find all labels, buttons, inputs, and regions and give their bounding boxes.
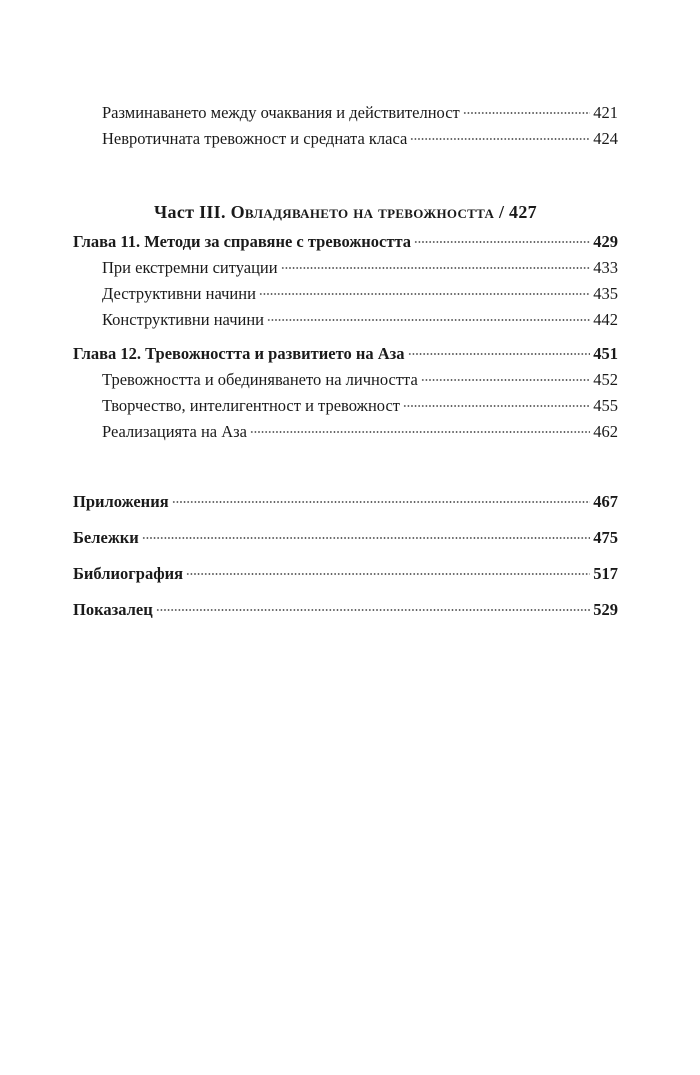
toc-entry-page: 424 bbox=[593, 129, 618, 148]
back-matter-page: 529 bbox=[593, 600, 618, 619]
part-heading[interactable] bbox=[73, 198, 618, 226]
spacer bbox=[73, 445, 618, 489]
toc-entry-page: 433 bbox=[593, 258, 618, 277]
toc-entry-page: 455 bbox=[593, 396, 618, 415]
toc-entry[interactable] bbox=[73, 255, 618, 281]
dot-leader bbox=[414, 241, 590, 243]
back-matter-entry[interactable] bbox=[73, 561, 618, 587]
dot-leader bbox=[403, 405, 590, 407]
dot-leader bbox=[408, 353, 591, 355]
dot-leader bbox=[156, 609, 591, 611]
dot-leader bbox=[186, 573, 590, 575]
toc-entry[interactable] bbox=[73, 100, 618, 126]
part-prefix: Част III. bbox=[154, 202, 231, 222]
back-matter-label: Библиография bbox=[73, 564, 184, 583]
chapter-label: Глава 12. Тревожността и развитието на Аза bbox=[73, 344, 405, 363]
toc-entry-page: 421 bbox=[593, 103, 618, 122]
toc-entry-label: При екстремни ситуации bbox=[102, 258, 278, 277]
toc-entry-page: 462 bbox=[593, 422, 618, 441]
back-matter-label: Бележки bbox=[73, 528, 139, 547]
toc-entry-label: Деструктивни начини bbox=[102, 284, 256, 303]
back-matter-label: Приложения bbox=[73, 492, 169, 511]
toc-entry-label: Разминаването между очаквания и действителност bbox=[102, 103, 460, 122]
dot-leader bbox=[172, 501, 591, 503]
toc-entry-label: Невротичната тревожност и средната класа bbox=[102, 129, 408, 148]
toc-entry-label: Конструктивни начини bbox=[102, 310, 264, 329]
toc-entry-label: Реализацията на Аза bbox=[102, 422, 248, 441]
part-title: Овладяването на тревожността / 427 bbox=[230, 202, 537, 222]
toc-entry-page: 435 bbox=[593, 284, 618, 303]
spacer bbox=[73, 551, 618, 561]
dot-leader bbox=[250, 431, 590, 433]
chapter-entry[interactable] bbox=[73, 229, 618, 255]
toc-entry[interactable] bbox=[73, 419, 618, 445]
dot-leader bbox=[267, 319, 590, 321]
back-matter-page: 517 bbox=[593, 564, 618, 583]
dot-leader bbox=[259, 293, 590, 295]
toc-entry-label: Творчество, интелигентност и тревожност bbox=[102, 396, 400, 415]
spacer bbox=[73, 587, 618, 597]
dot-leader bbox=[410, 138, 590, 140]
toc-entry-page: 442 bbox=[593, 310, 618, 329]
dot-leader bbox=[421, 379, 590, 381]
toc-entry-page: 452 bbox=[593, 370, 618, 389]
dot-leader bbox=[142, 537, 590, 539]
chapter-entry[interactable] bbox=[73, 341, 618, 367]
toc-entry[interactable] bbox=[73, 307, 618, 333]
chapter-label: Глава 11. Методи за справяне с тревожността bbox=[73, 232, 412, 251]
toc-entry[interactable] bbox=[73, 281, 618, 307]
back-matter-page: 467 bbox=[593, 492, 618, 511]
spacer bbox=[73, 333, 618, 341]
back-matter-entry[interactable] bbox=[73, 489, 618, 515]
toc-entry[interactable] bbox=[73, 126, 618, 152]
back-matter-entry[interactable] bbox=[73, 597, 618, 623]
dot-leader bbox=[463, 112, 591, 114]
chapter-page: 451 bbox=[593, 344, 618, 363]
spacer bbox=[73, 515, 618, 525]
chapter-page: 429 bbox=[593, 232, 618, 251]
dot-leader bbox=[281, 267, 591, 269]
table-of-contents bbox=[73, 100, 618, 623]
toc-entry[interactable] bbox=[73, 367, 618, 393]
back-matter-label: Показалец bbox=[73, 600, 153, 619]
back-matter-entry[interactable] bbox=[73, 525, 618, 551]
toc-entry-label: Тревожността и обединяването на личността bbox=[102, 370, 418, 389]
toc-entry[interactable] bbox=[73, 393, 618, 419]
back-matter-page: 475 bbox=[593, 528, 618, 547]
